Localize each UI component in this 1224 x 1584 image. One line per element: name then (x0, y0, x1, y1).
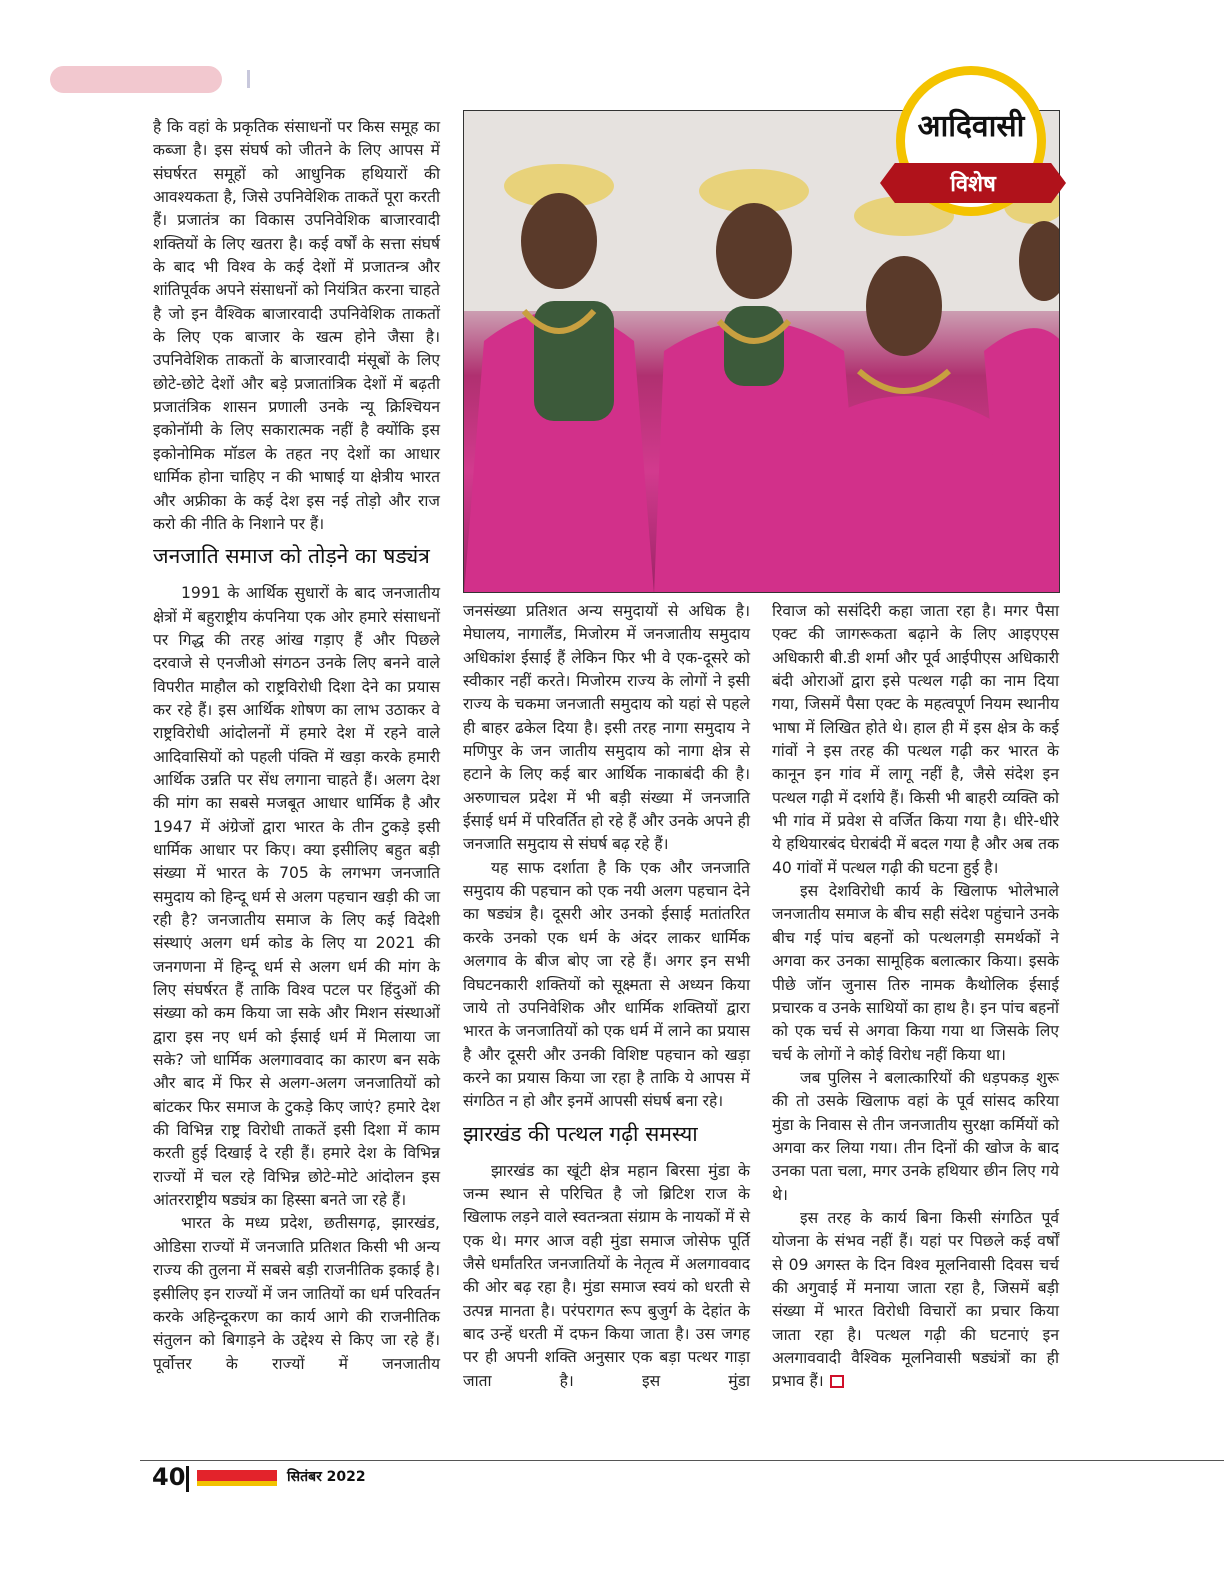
paragraph: इस देशविरोधी कार्य के खिलाफ भोलेभाले जनजातीय समाज के बीच सही संदेश पहुंचाने उनके बीच गई पांच बहनों को पत्थलगड़ी समर्थकों ने अगवा कर उनका सामूहिक बलात्कार किया। इसके पीछे जॉन जुनास तिरु नामक कैथोलिक ईसाई प्रचारक व उनके साथियों का हाथ है। इन पांच बहनों को एक चर्च से अगवा किया गया था जिसके लिए चर्च के लोगों ने कोई विरोध नहीं किया था। (772, 882, 1059, 1064)
divider (247, 70, 250, 88)
paragraph: यह साफ दर्शाता है कि एक और जनजाति समुदाय की पहचान को एक नयी अलग पहचान देने का षड्यंत्र है। दूसरी ओर उनको ईसाई मतांतरित करके उनको एक धर्म के अंदर लाकर धार्मिक अलगाव के बीज बोए जा रहे हैं। अगर इन सभी विघटनकारी शक्तियों को सूक्ष्मता से अध्यन किया जाये तो उपनिवेशिक और धार्मिक शक्तियों द्वारा भारत के जनजातियों को एक धर्म में लाने का प्रयास है और दूसरी और उनकी विशिष्ट पहचान को खड़ा करने का प्रयास किया जा रहा है ताकि ये आपस में संगठित न हो और इनमें आपसी संघर्ष बना रहे। (463, 858, 750, 1111)
paragraph: रिवाज को ससंदिरी कहा जाता रहा है। मगर पैसा एक्ट की जागरूकता बढ़ाने के लिए आइएएस अधिकारी बी.डी शर्मा और पूर्व आईपीएस अधिकारी बंदी ओराओं द्वारा इसे पत्थल गढ़ी का नाम दिया गया, जिसमें पैसा एक्ट के महत्वपूर्ण नियम स्थानीय भाषा में लिखित होते थे। हाल ही में इस क्षेत्र के कई गांवों ने इस तरह की पत्थल गढ़ी कर भारत के कानून इन गांव में लागू नहीं है, जैसे संदेश इन पत्थल गढ़ी में दर्शाये हैं। किसी भी बाहरी व्यक्ति को भी गांव में प्रवेश से वर्जित किया गया है। धीरे-धीरे ये हथियारबंद घेराबंदी में बदल गया है और अब तक 40 गांवों में पत्थल गढ़ी की घटना हुई है। (772, 602, 1059, 877)
article-column-left (153, 116, 440, 1376)
badge-title: आदिवासी (917, 109, 1025, 144)
section-pill (50, 66, 222, 93)
article-column-right (772, 600, 1059, 1394)
article-column-middle (463, 600, 750, 1393)
page-number: 40 (152, 1463, 186, 1491)
paragraph-text: इस तरह के कार्य बिना किसी संगठित पूर्व योजना के संभव नहीं हैं। यहां पर पिछले कई वर्षों से 09 अगस्त के दिन विश्व मूलनिवासी दिवस चर्च की अगुवाई में मनाया जाता रहा है, जिसमें बड़ी संख्या में भारत विरोधी विचारों का प्रचार किया जाता रहा है। पत्थल गढ़ी की घटनाएं इन अलगाववादी वैश्विक मूलनिवासी षड्यंत्रों का ही प्रभाव हैं। (772, 1208, 1059, 1391)
magazine-logo (197, 1470, 277, 1486)
paragraph-final (772, 1207, 1059, 1394)
badge-ribbon-text: विशेष (950, 172, 996, 197)
paragraph: है कि वहां के प्रकृतिक संसाधनों पर किस समूह का कब्जा है। इस संघर्ष को जीतने के लिए आपस में संघर्षरत समूहों को आधुनिक हथियारों की आवश्यकता है, जिसे उपनिवेशिक ताकतें पूरा करती हैं। प्रजातंत्र का विकास उपनिवेशिक बाजारवादी शक्तियों के लिए खतरा है। कई वर्षों के सत्ता संघर्ष के बाद भी विश्व के कई देशों में प्रजातन्त्र और शांतिपूर्वक अपने संसाधनों को नियंत्रित करना चाहते है जो इन वैश्विक बाजारवादी उपनिवेशिक ताकतों के लिए एक बाजार के खत्म होने जैसा है। उपनिवेशिक ताकतों के बाजारवादी मंसूबों के लिए छोटे-छोटे देशों और बड़े प्रजातांत्रिक देशों में बढ़ती प्रजातंत्रिक शासन प्रणाली उनके न्यू क्रिश्चियन इकोनॉमी के लिए सकारात्मक नहीं है क्योंकि इस इकोनोमिक मॉडल के तहत नए देशों का आधार धार्मिक होना चाहिए न की भाषाई या क्षेत्रीय भारत और अफ्रीका के कई देश इस नई तोड़ो और राज करो की नीति के निशाने पर हैं। (153, 118, 440, 533)
section-heading: जनजाति समाज को तोड़ने का षड्यंत्र (153, 544, 430, 569)
paragraph: भारत के मध्य प्रदेश, छतीसगढ़, झारखंड, ओडिसा राज्यों में जनजाति प्रतिशत किसी भी अन्य राज्य की तुलना में सबसे बड़ी राजनीतिक इकाई है। इसीलिए इन राज्यों में जन जातियों का धर्म परिवर्तन करके अहिन्दूकरण का कार्य आगे की राजनीतिक संतुलन को बिगाड़ने के उद्देश्य से किए जा रहे हैं। पूर्वोत्तर के राज्यों में जनजातीय (153, 1214, 440, 1373)
paragraph: 1991 के आर्थिक सुधारों के बाद जनजातीय क्षेत्रों में बहुराष्ट्रीय कंपनिया एक ओर हमारे संसाधनों पर गिद्ध की तरह आंख गड़ाए हैं और पिछले दरवाजे से एनजीओ संगठन उनके लिए बनने वाले विपरीत माहौल को राष्ट्रविरोधी दिशा देने का प्रयास कर रहे हैं। इस आर्थिक शोषण का लाभ उठाकर वे राष्ट्रविरोधी आंदोलनों में हमारे देश में रहने वाले आदिवासियों को पहली पंक्ति में खड़ा करके हमारी आर्थिक उन्नति पर सेंध लगाना चाहते हैं। अलग देश की मांग का सबसे मजबूत आधार धार्मिक है और 1947 में अंग्रेजों द्वारा भारत के तीन टुकड़े इसी धार्मिक आधार पर किए। क्या इसीलिए बहुत बड़ी संख्या में भारत के 705 के लगभग जनजाति समुदाय को हिन्दू धर्म से अलग पहचान खड़ी की जा रही है? जनजातीय समाज के लिए कई विदेशी संस्थाएं अलग धर्म कोड के लिए या 2021 की जनगणना में हिन्दू धर्म से अलग धर्म की मांग के लिए संघर्षरत हैं ताकि विश्व पटल पर हिंदुओं की संख्या को कम किया जा सके और मिशन संस्थाओं द्वारा इस नए धर्म को ईसाई धर्म में मिलाया जा सके? जो धार्मिक अलगाववाद का कारण बन सके और बाद में फिर से अलग-अलग जनजातियों को बांटकर फिर समाज के टुकड़े किए जाएं? हमारे देश की विभिन्न राष्ट्र विरोधी ताकतें इसी दिशा में काम करती हुई दिखाई दे रही हैं। हमारे देश के विभिन्न राज्यों में चल रहे विभिन्न छोटे-मोटे आंदोलन इस आंतरराष्ट्रीय षड्यंत्र का हिस्सा बनते जा रहे हैं। (153, 584, 440, 1210)
section-heading: झारखंड की पत्थल गढ़ी समस्या (463, 1121, 698, 1146)
paragraph: जब पुलिस ने बलात्कारियों की धड़पकड़ शुरू की तो उसके खिलाफ वहां के पूर्व सांसद करिया मुंडा के निवास से तीन जनजातीय सुरक्षा कर्मियों को अगवा कर लिया गया। तीन दिनों की खोज के बाद उनका पता चला, मगर उनके हथियार छीन लिए गये थे। (772, 1068, 1059, 1204)
footer-divider (140, 1460, 1224, 1461)
end-of-article-icon (830, 1375, 844, 1388)
paragraph: जनसंख्या प्रतिशत अन्य समुदायों से अधिक है। मेघालय, नागालैंड, मिजोरम में जनजातीय समुदाय अधिकांश ईसाई हैं लेकिन फिर भी वे एक-दूसरे को स्वीकार नहीं करते। मिजोरम राज्य के लोगों ने इसी राज्य के चकमा जनजाती समुदाय को यहां से पहले ही बाहर ढकेल दिया है। इसी तरह नागा समुदाय ने मणिपुर के जन जातीय समुदाय को नागा क्षेत्र से हटाने के लिए कई बार आर्थिक नाकाबंदी की है। अरुणाचल प्रदेश में भी बड़ी संख्या में जनजाति ईसाई धर्म में परिवर्तित हो रहे हैं और उनके अपने ही जनजाति समुदाय से संघर्ष बढ़ रहे हैं। (463, 602, 750, 854)
footer-separator (186, 1466, 189, 1492)
paragraph: झारखंड का खूंटी क्षेत्र महान बिरसा मुंडा के जन्म स्थान से परिचित है जो ब्रिटिश राज के खिलाफ लड़ने वाले स्वतन्त्रता संग्राम के नायकों में से एक थे। मगर आज वही मुंडा समाज जोसेफ पूर्ति जैसे धर्मांतरित जनजातियों के नेतृत्व में अलगाववाद की ओर बढ़ रहा है। मुंडा समाज स्वयं को धरती से उत्पन्न मानता है। परंपरागत रूप बुजुर्ग के देहांत के बाद उन्हें धरती में दफन किया जाता है। उस जगह पर ही अपनी शक्ति अनुसार एक बड़ा पत्थर गाड़ा जाता है। इस मुंडा (463, 1161, 750, 1390)
issue-date: सितंबर 2022 (287, 1469, 366, 1485)
